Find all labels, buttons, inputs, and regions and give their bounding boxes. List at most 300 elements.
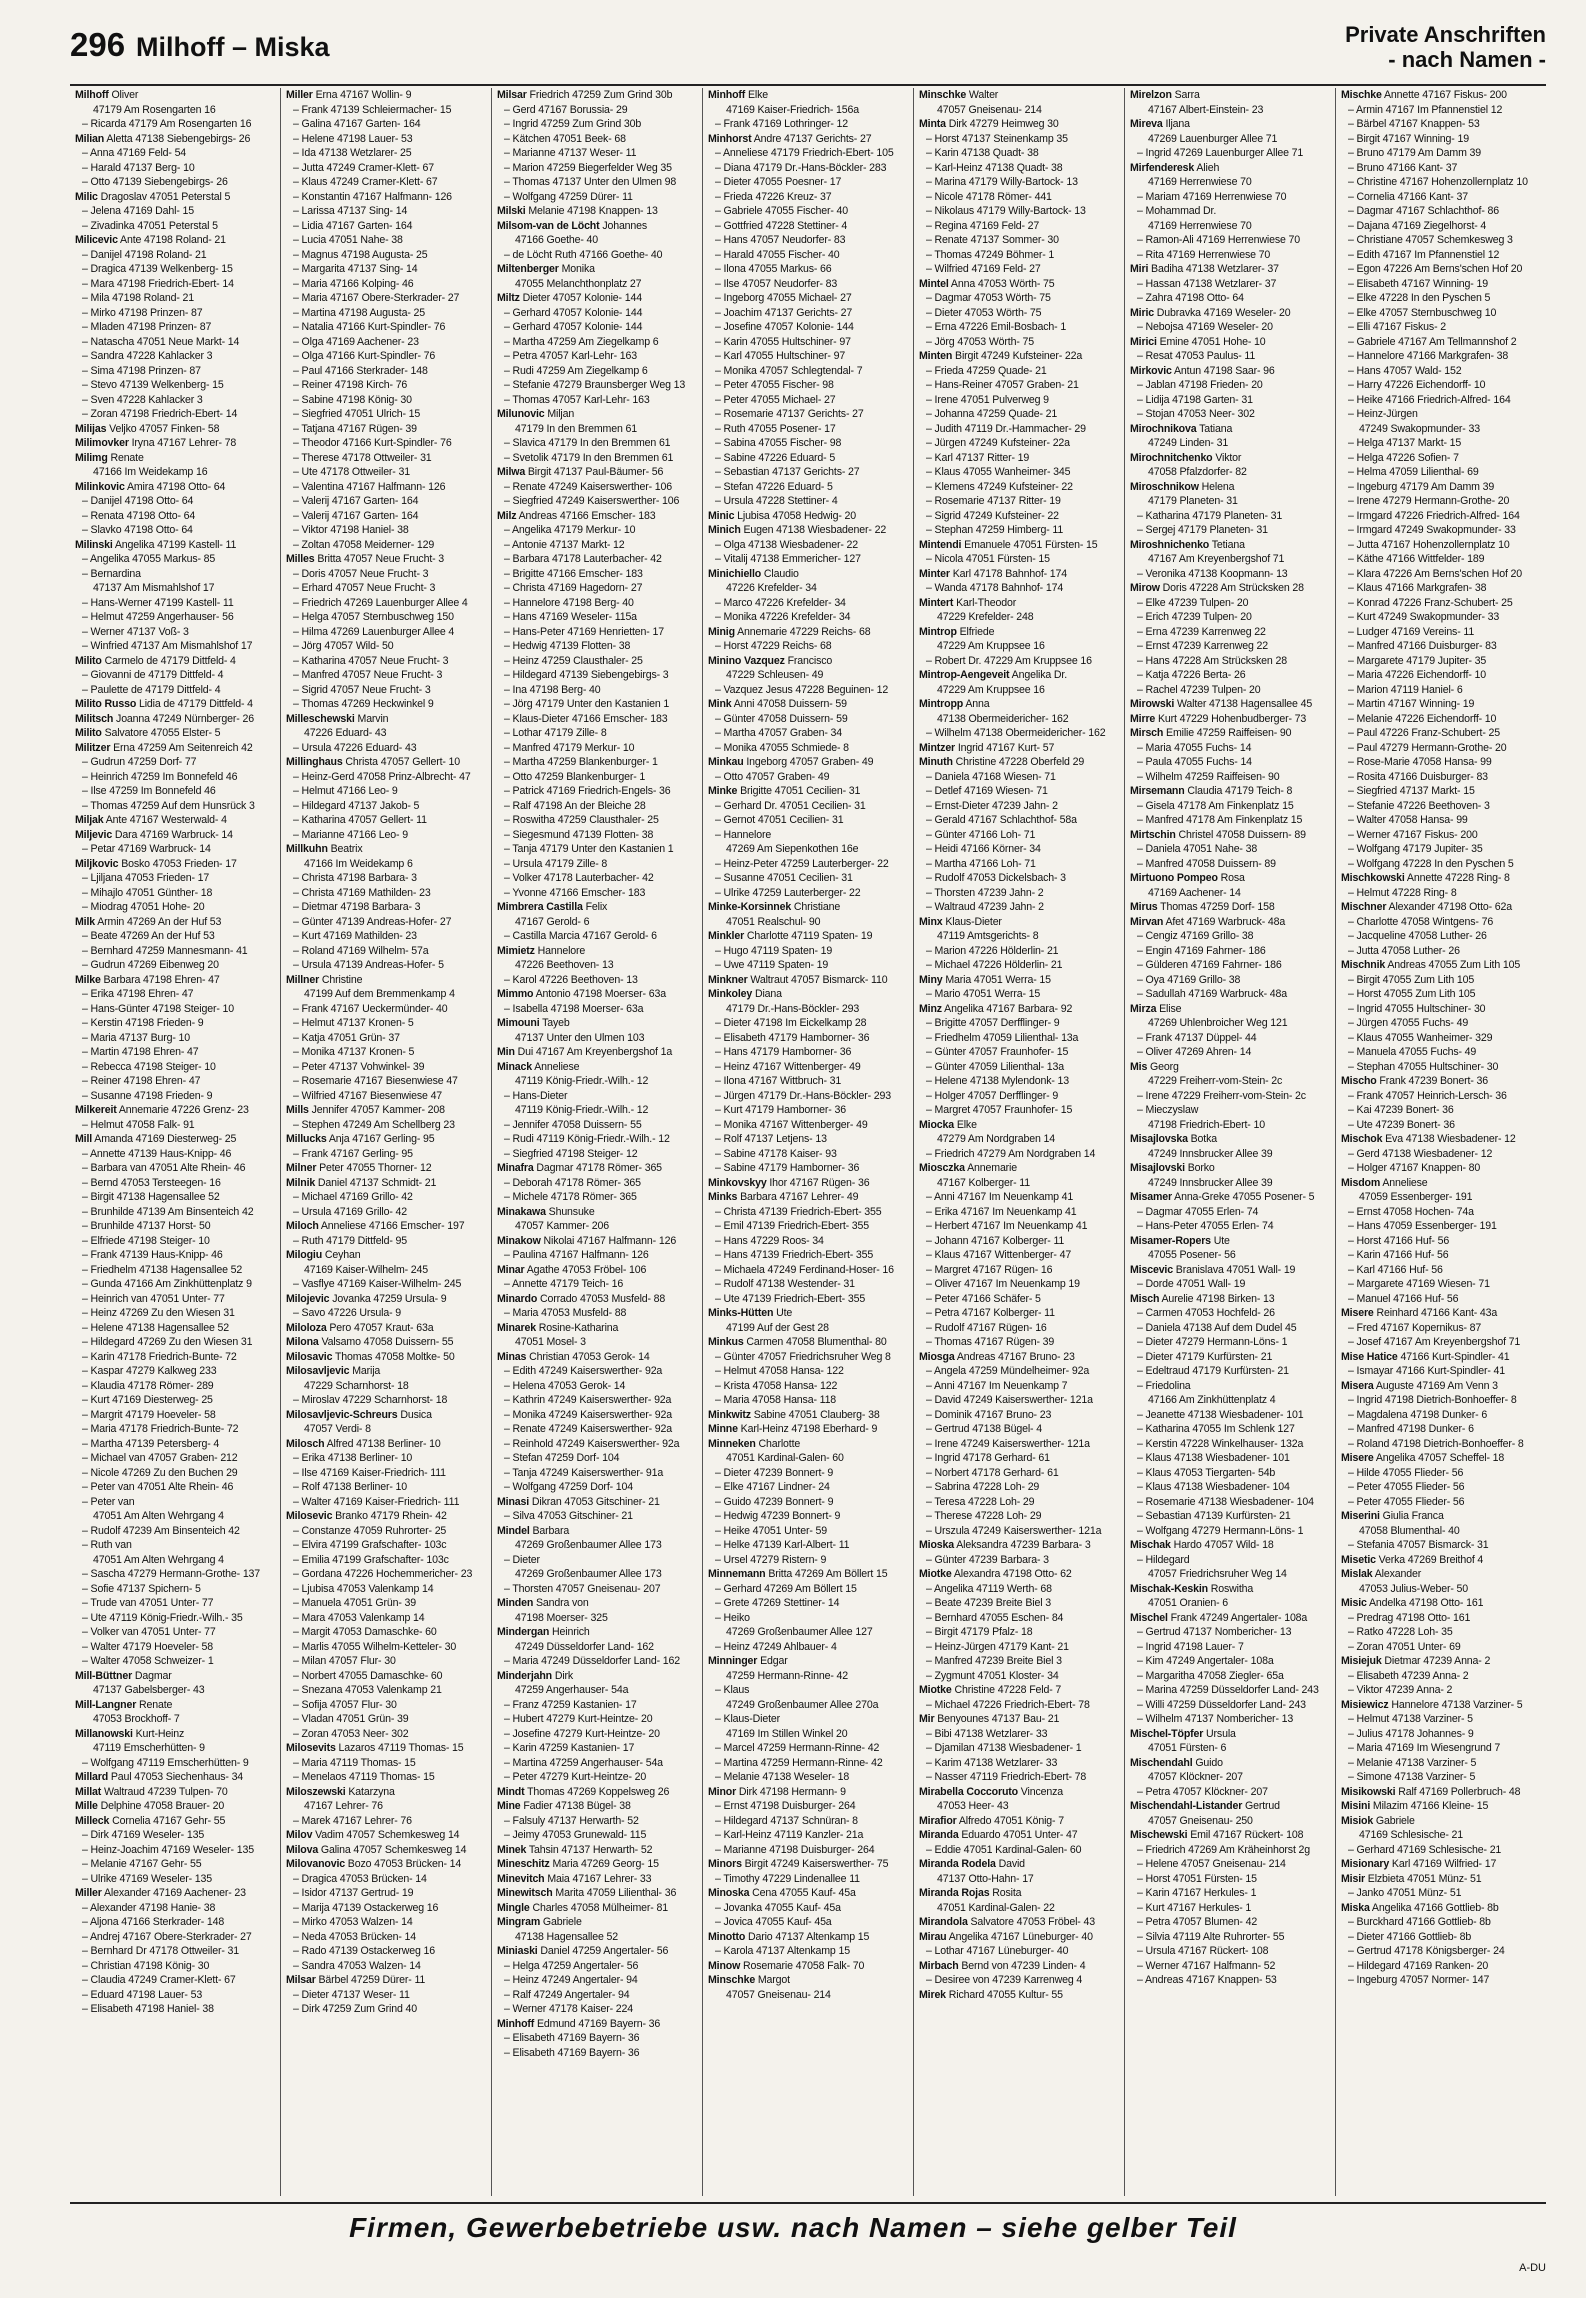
- entry-details: – Jörg 47179 Unter den Kastanien 1: [504, 698, 670, 710]
- entry-details: – Guido 47239 Bonnert- 9: [715, 1495, 834, 1508]
- entry-details: Monika: [561, 263, 595, 275]
- entry-surname: Mirza: [1130, 1002, 1157, 1015]
- entry-details: – Maria 47166 Kolping- 46: [293, 277, 414, 290]
- entry-details: Auguste 47169 Am Venn 3: [1375, 1379, 1498, 1392]
- entry-details: – Frank 47137 Düppel- 44: [1137, 1031, 1257, 1044]
- entry-details: Vincenza: [1020, 1785, 1063, 1798]
- entry-details: – Mara 47053 Valenkamp 14: [293, 1611, 425, 1624]
- entry-details: – Renate 47249 Kaiserswerther- 92a: [504, 1423, 673, 1435]
- entry-surname: Milito: [75, 654, 102, 667]
- entry-surname: Minx: [919, 915, 943, 928]
- directory-entry: [708, 741, 908, 756]
- entry-details: – Karin 47178 Friedrich-Bunte- 72: [82, 1350, 237, 1363]
- entry-surname: Mimmo: [497, 988, 534, 1000]
- directory-entry: [286, 335, 486, 350]
- directory-entry: [497, 697, 697, 712]
- entry-details: – Viktor 47198 Haniel- 38: [293, 524, 409, 536]
- directory-entry: [1130, 828, 1330, 843]
- directory-entry: [919, 552, 1119, 567]
- entry-details: Guido: [1195, 1756, 1223, 1769]
- entry-details: – Sabine 47226 Eduard- 5: [715, 451, 836, 464]
- entry-details: – Martha 47166 Loh- 71: [926, 857, 1036, 870]
- directory-entry: [1130, 436, 1330, 451]
- directory-entry: [1341, 422, 1541, 437]
- directory-entry: [708, 349, 908, 364]
- entry-details: Anna-Greke 47055 Posener- 5: [1174, 1191, 1315, 1203]
- entry-details: – Dominik 47167 Bruno- 23: [926, 1408, 1052, 1421]
- directory-entry: [708, 1770, 908, 1785]
- entry-details: – Marianne 47166 Leo- 9: [293, 828, 408, 841]
- entry-details: – Roswitha 47259 Clausthaler- 25: [504, 814, 659, 826]
- entry-details: – Hans-Günter 47198 Steiger- 10: [82, 1002, 234, 1015]
- directory-entry: [75, 1683, 275, 1698]
- entry-details: – Mariam 47169 Herrenwiese 70: [1137, 190, 1287, 203]
- entry-details: – Monika 47167 Wittenberger- 49: [715, 1118, 868, 1131]
- directory-entry: [1130, 277, 1330, 292]
- directory-entry: [286, 799, 486, 814]
- directory-entry: [919, 451, 1119, 466]
- directory-entry: [708, 1437, 908, 1452]
- directory-entry: [286, 581, 486, 596]
- directory-entry: [497, 190, 697, 205]
- entry-details: 47269 Am Siepenkothen 16e: [726, 843, 859, 855]
- directory-entry: [75, 726, 275, 741]
- directory-entry: [708, 1741, 908, 1756]
- entry-details: – Vitalij 47138 Emmericher- 127: [715, 553, 861, 565]
- directory-entry: [1130, 1466, 1330, 1481]
- directory-entry: [286, 654, 486, 669]
- directory-entry: [1341, 871, 1541, 886]
- entry-details: – Horst 47051 Fürsten- 15: [1137, 1872, 1257, 1885]
- directory-entry: [286, 1408, 486, 1423]
- directory-entry: [1341, 161, 1541, 176]
- entry-details: 47167 Am Kreyenbergshof 71: [1148, 553, 1285, 565]
- directory-entry: [1130, 1205, 1330, 1220]
- directory-entry: [1130, 1567, 1330, 1582]
- directory-entry: [286, 625, 486, 640]
- entry-details: – Danijel 47198 Otto- 64: [82, 495, 194, 507]
- entry-details: 47051 Mosel- 3: [515, 1336, 586, 1348]
- directory-entry: [286, 770, 486, 785]
- directory-entry: [1341, 1031, 1541, 1046]
- directory-entry: [1341, 1408, 1541, 1423]
- directory-entry: [1341, 654, 1541, 669]
- entry-surname: Mischel: [1130, 1611, 1168, 1624]
- entry-details: – Friedrich 47269 Am Kräheinhorst 2g: [1137, 1843, 1311, 1856]
- directory-entry: [708, 1016, 908, 1031]
- entry-details: – Willi 47259 Düsseldorfer Land- 243: [1137, 1698, 1306, 1711]
- entry-details: – Oliver 47167 Im Neuenkamp 19: [926, 1278, 1080, 1290]
- entry-details: 47138 Hagensallee 52: [515, 1930, 619, 1943]
- entry-details: – Elfriede 47198 Steiger- 10: [82, 1234, 210, 1247]
- directory-entry: [708, 929, 908, 944]
- entry-details: 47249 Großenbaumer Allee 270a: [726, 1698, 879, 1711]
- directory-entry: [708, 1408, 908, 1423]
- directory-entry: [919, 1147, 1119, 1162]
- section-heading: [1345, 22, 1546, 72]
- directory-entry: [1341, 1930, 1541, 1945]
- directory-entry: [708, 1509, 908, 1524]
- entry-details: – Christa 47169 Hagedorn- 27: [504, 582, 643, 594]
- directory-entry: [286, 494, 486, 509]
- directory-entry: [497, 1248, 697, 1263]
- entry-details: – Dragica 47139 Welkenberg- 15: [82, 263, 233, 275]
- directory-entry: [1130, 1915, 1330, 1930]
- entry-details: – Werner 47167 Halfmann- 52: [1137, 1959, 1276, 1972]
- entry-details: Anja 47167 Gerling- 95: [328, 1133, 435, 1145]
- entry-details: – Stephan 47055 Hultschiner- 30: [1348, 1060, 1499, 1073]
- directory-entry: [75, 436, 275, 451]
- entry-details: – Ingrid 47198 Lauer- 7: [1137, 1640, 1244, 1653]
- entry-details: – Sabrina 47228 Loh- 29: [926, 1481, 1040, 1493]
- entry-details: – Stephan 47259 Himberg- 11: [926, 524, 1064, 536]
- entry-details: – Hans 47229 Roos- 34: [715, 1234, 824, 1247]
- entry-details: – Ulrike 47259 Lauterberger- 22: [715, 886, 861, 899]
- directory-entry: [497, 741, 697, 756]
- entry-details: – Hannelore 47198 Berg- 40: [504, 596, 634, 609]
- entry-details: 47199 Auf der Gest 28: [726, 1321, 829, 1334]
- directory-entry: [1341, 1074, 1541, 1089]
- entry-surname: Miranda Rojas: [919, 1887, 990, 1899]
- entry-surname: Miri: [1130, 263, 1149, 275]
- directory-entry: [75, 1973, 275, 1988]
- entry-details: – Margrit 47179 Hoeveler- 58: [82, 1408, 216, 1421]
- directory-entry: [286, 973, 486, 988]
- entry-details: Ralf 47169 Pollerbruch- 48: [1398, 1785, 1521, 1798]
- entry-details: – Michael 47169 Grillo- 42: [293, 1191, 413, 1203]
- entry-details: – Gabriele 47167 Am Tellmannshof 2: [1348, 335, 1517, 348]
- entry-details: – Rudi 47259 Am Ziegelkamp 6: [504, 364, 648, 377]
- directory-entry: [708, 1886, 908, 1901]
- entry-details: – Frank 47167 Gerling- 95: [293, 1147, 413, 1160]
- entry-surname: Milic: [75, 190, 98, 203]
- directory-entry: [919, 1524, 1119, 1539]
- entry-details: – Friedhelm 47138 Hagensallee 52: [82, 1263, 243, 1276]
- directory-entry: [1341, 1640, 1541, 1655]
- directory-entry: [1341, 1611, 1541, 1626]
- directory-entry: [919, 1538, 1119, 1553]
- entry-details: – Brunhilde 47139 Am Binsenteich 42: [82, 1205, 254, 1218]
- directory-entry: [1341, 1379, 1541, 1394]
- entry-details: – Christiane 47057 Schemkesweg 3: [1348, 234, 1513, 246]
- entry-details: – Manuel 47166 Huf- 56: [1348, 1292, 1459, 1305]
- entry-details: Tetiana: [1211, 538, 1245, 551]
- directory-entry: [497, 1364, 697, 1379]
- entry-details: – Anni 47167 Im Neuenkamp 41: [926, 1191, 1074, 1203]
- directory-entry: [75, 799, 275, 814]
- directory-entry: [75, 1915, 275, 1930]
- entry-details: – Olga 47169 Aachener- 23: [293, 335, 419, 348]
- directory-entry: [1341, 146, 1541, 161]
- entry-details: – Galina 47167 Garten- 164: [293, 118, 421, 130]
- entry-details: – Heidi 47166 Körner- 34: [926, 843, 1041, 855]
- entry-details: – Margarita 47137 Sing- 14: [293, 263, 418, 275]
- entry-details: – Christian 47198 König- 30: [82, 1959, 210, 1972]
- entry-surname: Misiewicz: [1341, 1698, 1389, 1711]
- entry-surname: Miosczka: [919, 1162, 965, 1174]
- directory-entry: [1341, 1654, 1541, 1669]
- directory-entry: [75, 1466, 275, 1481]
- directory-column: [70, 88, 281, 2196]
- entry-surname: Millinghaus: [286, 756, 343, 768]
- directory-entry: [497, 1669, 697, 1684]
- entry-details: – Kurt 47179 Hamborner- 36: [715, 1104, 846, 1116]
- entry-details: 47055 Melanchthonplatz 27: [515, 277, 642, 290]
- directory-entry: [1130, 233, 1330, 248]
- directory-entry: [497, 1437, 697, 1452]
- directory-entry: [1130, 204, 1330, 219]
- entry-details: – Monika 47137 Kronen- 5: [293, 1046, 415, 1058]
- entry-surname: Miroshnichenko: [1130, 538, 1210, 551]
- directory-entry: [286, 712, 486, 727]
- entry-details: – Ruth 47179 Dittfeld- 95: [293, 1234, 408, 1247]
- entry-surname: Mirow: [1130, 582, 1160, 594]
- directory-entry: [75, 1103, 275, 1118]
- directory-entry: [497, 944, 697, 959]
- directory-entry: [75, 465, 275, 480]
- directory-entry: [497, 1089, 697, 1104]
- directory-entry: [919, 1886, 1119, 1901]
- entry-details: – Karin 47166 Huf- 56: [1348, 1249, 1449, 1261]
- directory-entry: [708, 1248, 908, 1263]
- directory-entry: [75, 1944, 275, 1959]
- entry-details: – Katja 47051 Grün- 37: [293, 1031, 400, 1044]
- entry-surname: Misere: [1341, 1452, 1374, 1464]
- entry-details: – Susanne 47198 Frieden- 9: [82, 1089, 213, 1102]
- entry-details: Waltraut 47057 Bismarck- 110: [750, 973, 888, 986]
- entry-details: Melanie 47198 Knappen- 13: [528, 205, 658, 217]
- directory-entry: [497, 1002, 697, 1017]
- directory-entry: [1341, 204, 1541, 219]
- entry-details: – Ute 47178 Ottweiler- 31: [293, 466, 410, 478]
- directory-entry: [1130, 1408, 1330, 1423]
- directory-entry: [497, 828, 697, 843]
- entry-details: – Hildegard: [1137, 1553, 1190, 1566]
- entry-details: 47166 Im Weidekamp 6: [304, 857, 413, 870]
- directory-entry: [286, 1596, 486, 1611]
- entry-surname: Milosevic: [286, 1510, 333, 1522]
- directory-entry: [75, 320, 275, 335]
- entry-surname: Mischewski: [1130, 1829, 1188, 1841]
- entry-surname: Mintel: [919, 277, 949, 290]
- entry-details: – Sadullah 47169 Warbruck- 48a: [1137, 988, 1287, 1000]
- directory-entry: [286, 1756, 486, 1771]
- entry-details: – Wolfgang 47228 In den Pyschen 5: [1348, 857, 1514, 870]
- directory-entry: [919, 1509, 1119, 1524]
- entry-details: Carmelo de 47179 Dittfeld- 4: [104, 654, 236, 667]
- entry-surname: Milian: [75, 132, 105, 145]
- directory-entry: [75, 1248, 275, 1263]
- entry-details: – Günter 47057 Fraunhofer- 15: [926, 1046, 1069, 1058]
- directory-entry: [497, 857, 697, 872]
- directory-entry: [1341, 349, 1541, 364]
- entry-details: – Ute 47239 Bonert- 36: [1348, 1118, 1455, 1131]
- directory-entry: [708, 726, 908, 741]
- directory-entry: [75, 1045, 275, 1060]
- directory-entry: [1341, 755, 1541, 770]
- entry-details: – Ralf 47249 Angertaler- 94: [504, 1988, 630, 2001]
- entry-surname: Minor: [708, 1785, 737, 1798]
- entry-details: – Gerhard 47269 Am Böllert 15: [715, 1582, 857, 1595]
- directory-entry: [497, 1538, 697, 1553]
- directory-entry: [919, 1248, 1119, 1263]
- entry-surname: Mireva: [1130, 118, 1163, 130]
- directory-entry: [919, 1132, 1119, 1147]
- entry-details: – Günter 47058 Duissern- 59: [715, 712, 848, 725]
- directory-entry: [919, 1770, 1119, 1785]
- directory-entry: [286, 1712, 486, 1727]
- entry-details: 47169 Kaiser-Friedrich- 156a: [726, 103, 860, 116]
- entry-details: 47137 Otto-Hahn- 17: [937, 1872, 1034, 1885]
- entry-surname: Milosavic: [286, 1350, 333, 1363]
- directory-entry: [286, 596, 486, 611]
- entry-details: 47269 Großenbaumer Allee 127: [726, 1626, 873, 1638]
- directory-entry: [75, 987, 275, 1002]
- entry-details: – Franz 47259 Kastanien- 17: [504, 1698, 637, 1711]
- directory-entry: [497, 1132, 697, 1147]
- directory-entry: [1130, 219, 1330, 234]
- directory-entry: [708, 1756, 908, 1771]
- entry-surname: Milz: [497, 509, 517, 522]
- directory-entry: [75, 581, 275, 596]
- entry-details: Peter 47055 Thorner- 12: [319, 1162, 432, 1174]
- directory-entry: [286, 1524, 486, 1539]
- entry-details: 47057 Verdi- 8: [304, 1423, 371, 1435]
- entry-details: – Johann 47167 Kolberger- 11: [926, 1234, 1065, 1247]
- directory-entry: [1130, 929, 1330, 944]
- entry-details: – Isabella 47198 Moerser- 63a: [504, 1002, 644, 1015]
- directory-entry: [919, 1422, 1119, 1437]
- directory-entry: [75, 1930, 275, 1945]
- directory-entry: [286, 1248, 486, 1263]
- directory-entry: [497, 1161, 697, 1176]
- directory-entry: [497, 1509, 697, 1524]
- directory-entry: [497, 1466, 697, 1481]
- directory-entry: [1341, 741, 1541, 756]
- directory-entry: [919, 407, 1119, 422]
- directory-entry: [497, 886, 697, 901]
- directory-entry: [1341, 1466, 1541, 1481]
- directory-entry: [919, 1872, 1119, 1887]
- entry-details: – Manfred 47057 Neue Frucht- 3: [293, 669, 443, 681]
- entry-details: 47269 Großenbaumer Allee 173: [515, 1539, 662, 1551]
- entry-details: – Engin 47169 Fahrner- 186: [1137, 944, 1266, 957]
- entry-surname: Mintropp: [919, 698, 964, 710]
- entry-details: Angelika 47199 Kastell- 11: [114, 538, 237, 551]
- entry-details: Dagmar 47178 Römer- 365: [536, 1162, 662, 1174]
- entry-details: – Armin 47167 Im Pfannenstiel 12: [1348, 103, 1503, 116]
- directory-entry: [75, 842, 275, 857]
- entry-details: – Desiree von 47239 Karrenweg 4: [926, 1974, 1083, 1986]
- entry-details: 47051 Fürsten- 6: [1148, 1742, 1227, 1754]
- directory-entry: [1130, 567, 1330, 582]
- directory-entry: [75, 567, 275, 582]
- directory-entry: [1130, 248, 1330, 263]
- entry-details: Karl-Heinz 47198 Eberhard- 9: [740, 1423, 878, 1435]
- directory-entry: [1341, 784, 1541, 799]
- directory-entry: [497, 1959, 697, 1974]
- entry-details: – Stefanie 47226 Beethoven- 3: [1348, 799, 1490, 812]
- entry-details: Ute: [1213, 1234, 1230, 1247]
- directory-entry: [75, 1698, 275, 1713]
- directory-entry: [286, 1292, 486, 1307]
- entry-details: – Rosemarie 47138 Wiesbadener- 104: [1137, 1495, 1314, 1508]
- directory-entry: [75, 770, 275, 785]
- entry-details: – Heinz 47269 Zu den Wiesen 31: [82, 1307, 235, 1319]
- directory-entry: [1341, 1016, 1541, 1031]
- directory-entry: [75, 1872, 275, 1887]
- directory-entry: [919, 1335, 1119, 1350]
- entry-surname: Mindergan: [497, 1626, 550, 1638]
- entry-surname: Milosevits: [286, 1742, 336, 1754]
- entry-details: Karl 47169 Wilfried- 17: [1391, 1858, 1497, 1870]
- entry-details: Marvin: [357, 712, 389, 725]
- entry-surname: Miller: [286, 89, 313, 101]
- entry-details: – Constanze 47059 Ruhrorter- 25: [293, 1524, 447, 1537]
- entry-details: – Edith 47167 Im Pfannenstiel 12: [1348, 248, 1500, 261]
- directory-entry: [1341, 1248, 1541, 1263]
- entry-details: – Erna 47226 Emil-Bosbach- 1: [926, 321, 1067, 333]
- entry-details: – Karl 47137 Ritter- 19: [926, 451, 1030, 464]
- entry-details: – Karin 47259 Kastanien- 17: [504, 1742, 635, 1754]
- entry-details: – Marina 47179 Willy-Bartock- 13: [926, 176, 1078, 188]
- entry-details: – Birgit 47167 Winning- 19: [1348, 132, 1469, 145]
- directory-entry: [497, 929, 697, 944]
- directory-entry: [1130, 784, 1330, 799]
- entry-details: – Hans-Reiner 47057 Graben- 21: [926, 379, 1079, 391]
- entry-details: Aurelie 47198 Birken- 13: [1161, 1292, 1275, 1305]
- directory-entry: [708, 262, 908, 277]
- directory-entry: [497, 1350, 697, 1365]
- directory-entry: [1341, 1901, 1541, 1916]
- directory-entry: [497, 1973, 697, 1988]
- entry-details: Edmund 47169 Bayern- 36: [536, 2017, 661, 2030]
- directory-entry: [1341, 944, 1541, 959]
- entry-surname: Milona: [286, 1336, 319, 1348]
- entry-surname: Mirvan: [1130, 915, 1164, 928]
- directory-entry: [1341, 1698, 1541, 1713]
- directory-entry: [919, 1292, 1119, 1307]
- directory-entry: [497, 1770, 697, 1785]
- entry-details: – Martin 47167 Winning- 19: [1348, 698, 1475, 710]
- entry-details: – Stefan 47259 Dorf- 104: [504, 1452, 620, 1464]
- entry-details: Aletta 47138 Siebengebirgs- 26: [106, 132, 251, 145]
- directory-entry: [75, 639, 275, 654]
- directory-entry: [286, 204, 486, 219]
- entry-details: – Elisabeth 47167 Winning- 19: [1348, 277, 1488, 290]
- entry-details: Cena 47055 Kauf- 45a: [752, 1887, 856, 1899]
- entry-details: Iryna 47167 Lehrer- 78: [131, 437, 237, 449]
- entry-details: Christine: [321, 973, 363, 986]
- directory-entry: [1341, 262, 1541, 277]
- entry-details: – Elke 47228 In den Pyschen 5: [1348, 292, 1491, 304]
- directory-entry: [1341, 1364, 1541, 1379]
- directory-entry: [919, 233, 1119, 248]
- directory-entry: [497, 349, 697, 364]
- entry-details: Maria 47051 Werra- 15: [945, 973, 1051, 986]
- entry-surname: Milito: [75, 727, 102, 739]
- directory-entry: [497, 1103, 697, 1118]
- entry-details: Alexander: [1374, 1568, 1422, 1580]
- entry-details: – Barbara van 47051 Alte Rhein- 46: [82, 1162, 246, 1174]
- entry-details: Gabriele: [542, 1916, 582, 1928]
- directory-entry: [708, 1219, 908, 1234]
- entry-details: – Dagmar 47167 Schlachthof- 86: [1348, 205, 1499, 217]
- entry-details: – Manfred 47239 Breite Biel 3: [926, 1655, 1062, 1667]
- directory-entry: [75, 1118, 275, 1133]
- entry-details: – Paula 47055 Fuchs- 14: [1137, 756, 1252, 768]
- directory-entry: [497, 799, 697, 814]
